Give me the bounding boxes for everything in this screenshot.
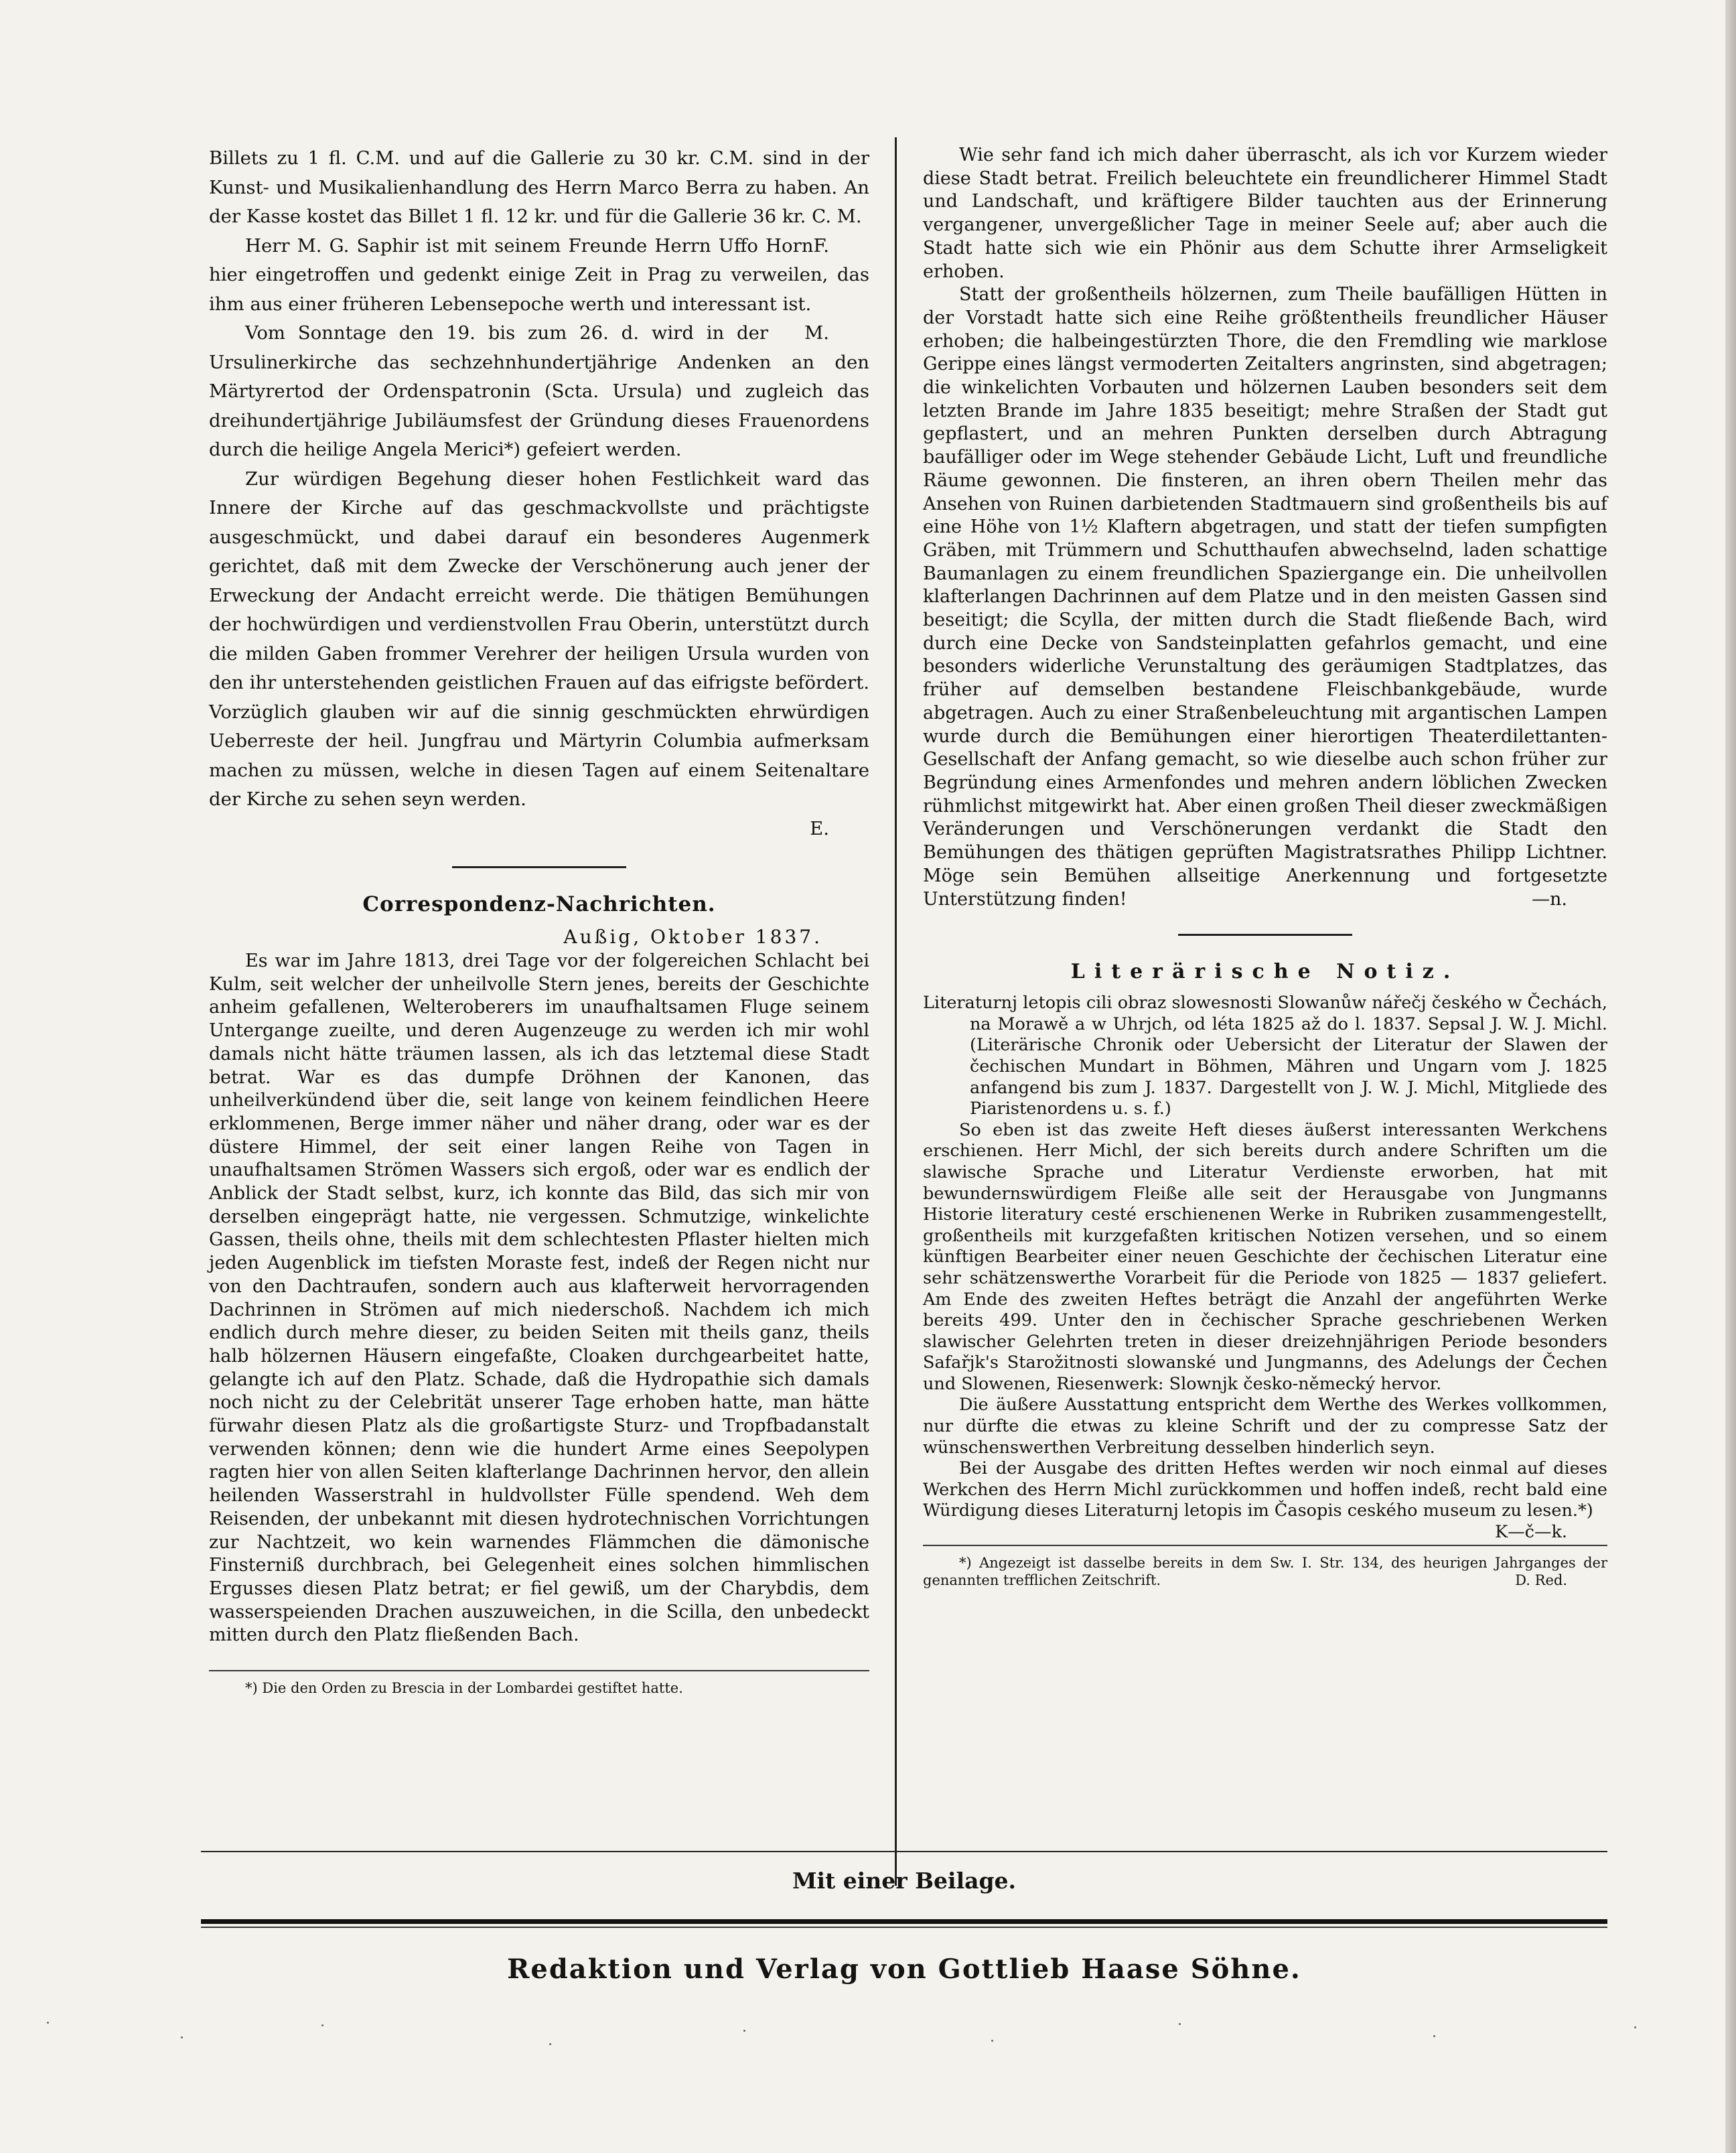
- left-column: [209, 144, 869, 1697]
- footer-rule: [201, 1851, 1607, 1852]
- edition-paragraph: Die äußere Ausstattung entspricht dem Werthe des Werkes vollkommen, nur dürfte die etwas zu kleine Schrift und der zu compresse Satz der wünschenswerthen Verbreitung desselben hinderlich seyn.: [923, 1395, 1607, 1458]
- saphir-paragraph: Herr M. G. Saphir ist mit seinem Freunde Herrn Uffo Horn hier eingetroffen und gedenkt einige Zeit in Prag zu verweilen, das ihm aus einer früheren Lebensepoche werth und interessant ist. M.: [209, 232, 869, 320]
- next-issue-paragraph: Bei der Ausgabe des dritten Heftes werden wir noch einmal auf dieses Werkchen des Herrn Michl zurückkommen und hoffen indeß, recht bald eine Würdigung dieses Literaturnj letopis im Časopis ceského museum zu lesen.*) K—č—k.: [923, 1458, 1607, 1543]
- literary-notice-title: Literärische Notiz.: [1070, 960, 1460, 984]
- right-column: [923, 144, 1607, 1589]
- book-citation: Literaturnj letopis cili obraz slowesnosti Slowanůw nářečj českého w Čechách, na Morawě a w Uhrjch, od léta 1825 až do l. 1837. Sepsal J. W. J. Michl. (Literärische Chronik oder Uebersicht der Literatur der Slawen der čechischen Mundart in Böhmen, Mähren und Ungarn vom J. 1825 anfangend bis zum J. 1837. Dargestellt von J. W. J. Michl, Mitgliede des Piaristenordens u. s. f.): [923, 993, 1607, 1119]
- review-paragraph: So eben ist das zweite Heft dieses äußerst interessanten Werkchens erschienen. Herr Michl, der sich bereits durch andere Schriften um die slawische Sprache und Literatur Verdienste erworben, hat mit bewundernswürdigem Fleiße alle seit der Herausgabe von Jungmanns Historie literatury cesté erschienenen Werke in Rubriken zusammengestellt, großentheils mit kurzgefaßten kritischen Notizen versehen, und so einem künftigen Bearbeiter einer neuen Geschichte der čechischen Literatur eine sehr schätzenswerthe Vorarbeit für die Periode von 1825 — 1837 geliefert. Am Ende des zweiten Heftes beträgt die Anzahl der angeführten Werke bereits 499. Unter den in čechischer Sprache geschriebenen Werken slawischer Gelehrten treten in dieser dreizehnjährigen Periode besonders Safařjk's Starožitnosti slowanské und Jungmanns, des Adelungs der Čechen und Slowenen, Riesenwerk: Slownjk česko-německý hervor.: [923, 1119, 1607, 1394]
- signature-k: K—č—k.: [1495, 1522, 1567, 1543]
- footer-thick-rule: [201, 1919, 1607, 1924]
- signature-red: D. Red.: [1515, 1572, 1567, 1589]
- signature-e: E.: [810, 817, 829, 839]
- billets-paragraph: Billets zu 1 fl. C.M. und auf die Gallerie zu 30 kr. C.M. sind in der Kunst- und Musikalienhandlung des Herrn Marco Berra zu haben. An der Kasse kostet das Billet 1 fl. 12 kr. und für die Gallerie 36 kr. C. M. F.: [209, 144, 869, 232]
- supplement-note: Mit einer Beilage.: [792, 1868, 1017, 1894]
- publisher-imprint: Redaktion und Verlag von Gottlieb Haase Söhne.: [507, 1953, 1301, 1985]
- page-edge: [1725, 0, 1736, 2153]
- signature-f: F.: [813, 234, 829, 257]
- dateline: Außig, Oktober 1837.: [563, 926, 822, 948]
- column-divider: [895, 137, 897, 1886]
- correspondence-title: Correspondenz-Nachrichten.: [362, 892, 716, 916]
- footnote-left: *) Die den Orden zu Brescia in der Lombardei gestiftet hatte.: [245, 1680, 683, 1697]
- signature-m: M.: [804, 322, 829, 344]
- ursuline-paragraph: Vom Sonntage den 19. bis zum 26. d. wird in der Ursulinerkirche das sechzehnhundertjährige Andenken an den Märtyrertod der Ordenspatronin (Scta. Ursula) und zugleich das dreihundertjährige Jubiläumsfest der Gründung dieses Frauenordens durch die heilige Angela Merici*) gefeiert werden.: [209, 322, 869, 460]
- footnote-right: *) Angezeigt ist dasselbe bereits in dem Sw. I. Str. 134, des heurigen Jahrganges der genannten trefflichen Zeitschrift. D. Red.: [923, 1555, 1607, 1589]
- footer-thin-rule: [201, 1927, 1607, 1928]
- paper-specks: [40, 2016, 1694, 2057]
- section-divider: [452, 866, 626, 868]
- correspondence-paragraph: Es war im Jahre 1813, drei Tage vor der folgereichen Schlacht bei Kulm, seit welcher der unheilvolle Stern jenes, bereits der Geschichte anheim gefallenen, Welteroberers im unaufhaltsamen Fluge seinem Untergange zueilte, und deren Augenzeuge zu werden ich mir wohl damals nicht hätte träumen lassen, als ich das letztemal diese Stadt betrat. War es das dumpfe Dröhnen der Kanonen, das unheilverkündend über die, seit lange von keinem feindlichen Heere erklommenen, Berge immer näher und näher drang, oder war es der düstere Himmel, der seit einer langen Reihe von Tagen in unaufhaltsamen Strömen Wassers sich ergoß, oder war es endlich der Anblick der Stadt selbst, kurz, ich konnte das Bild, das sich mir von derselben eingeprägt hatte, nie vergessen. Schmutzige, winkelichte Gassen, theils ohne, theils mit dem schlechtesten Pflaster hielten mich jeden Augenblick im tiefsten Moraste fest, indeß der Regen nicht nur von den Dachtraufen, sondern auch aus klafterweit hervorragenden Dachrinnen in Strömen auf mich niederschoß. Nachdem ich mich endlich durch mehre dieser, zu beiden Seiten mit theils ganz, theils halb hölzernen Häusern eingefaßte, Cloaken durchgearbeitet hatte, gelangte ich auf den Platz. Schade, daß die Hydropathie sich damals noch nicht zu der Celebrität unserer Tage erhoben hatte, man hätte fürwahr diesen Platz als die großartigste Sturz- und Tropfbadanstalt verwenden können; denn wie die hundert Arme eines Seepolypen ragten hier von allen Seiten klafterlange Dachrinnen hervor, den allein heilenden Wasserstrahl in huldvollster Fülle spendend. Weh dem Reisenden, der unbekannt mit diesen hydrotechnischen Vorrichtungen zur Nachtzeit, wo kein warnendes Flämmchen die dämonische Finsterniß durchbrach, bei Gelegenheit eines solchen himmlischen Ergusses diesen Platz betrat; er fiel gewiß, um der Charybdis, dem wasserspeienden Drachen auszuweichen, in die Scilla, den unbedeckt mitten durch den Platz fließenden Bach.: [209, 951, 869, 1646]
- festivity-paragraph: Zur würdigen Begehung dieser hohen Festlichkeit ward das Innere der Kirche auf das geschmackvollste und prächtigste ausgeschmückt, und dabei darauf ein besonderes Augenmerk gerichtet, daß mit dem Zwecke der Verschönerung auch jener der Erweckung der Andacht erreicht werde. Die thätigen Bemühungen der hochwürdigen und verdienstvollen Frau Oberin, unterstützt durch die milden Gaben frommer Verehrer der heiligen Ursula wurden von den ihr unterstehenden geistlichen Frauen auf das eifrigste befördert. Vorzüglich glauben wir auf die sinnig geschmückten ehrwürdigen Ueberreste der heil. Jungfrau und Märtyrin Columbia aufmerksam machen zu müssen, welche in diesen Tagen auf einem Seitenaltare der Kirche zu sehen seyn werden.: [209, 468, 869, 810]
- section-divider-right: [1178, 934, 1352, 936]
- footnote-rule: [209, 1670, 869, 1671]
- improvements-paragraph: Statt der großentheils hölzernen, zum Theile baufälligen Hütten in der Vorstadt hatte sich eine Reihe größtentheils freundlicher Häuser erhoben; die halbeingestürzten Thore, die den Fremdling wie marklose Gerippe eines längst vermoderten Zeitalters angrinsten, sind abgetragen; die winkelichten Vorbauten und hölzernen Lauben besonders seit dem letzten Brande im Jahre 1835 beseitigt; mehre Straßen der Stadt gut gepflastert, und an mehren Punkten derselben durch Abtragung baufälliger oder im Wege stehender Gebäude Licht, Luft und freundliche Räume gewonnen. Die finsteren, an ihren obern Theilen mehr das Ansehen von Ruinen darbietenden Stadtmauern sind großentheils bis auf eine Höhe von 1½ Klaftern abgetragen, und statt der tiefen sumpfigten Gräben, mit Trümmern und Schutthaufen abwechselnd, laden schattige Baumanlagen zu einem freundlichen Spaziergange ein. Die unheilvollen klafterlangen Dachrinnen auf dem Platze und in den meisten Gassen sind beseitigt; die Scylla, der mitten durch die Stadt fließende Bach, wird durch eine Decke von Sandsteinplatten gefahrlos gemacht, und eine besonders widerliche Verunstaltung des geräumigen Stadtplatzes, das früher auf demselben bestandene Fleischbankgebäude, wurde abgetragen. Auch zu einer Straßenbeleuchtung mit argantischen Lampen wurde durch die Bemühungen einer hierortigen Theaterdilettanten-Gesellschaft der Anfang gemacht, so wie dieselbe auch schon früher zur Begründung eines Armenfondes und mehren andern löblichen Zwecken rühmlichst mitgewirkt hat. Aber einen großen Theil dieser zweckmäßigen Veränderungen und Verschönerungen verdankt die Stadt den Bemühungen des thätigen geprüften Magistratsrathes Philipp Lichtner. Möge sein Bemühen allseitige Anerkennung und fortgesetzte Unterstützung finden! —n.: [923, 283, 1607, 911]
- signature-n: —n.: [1532, 888, 1567, 910]
- surprise-paragraph: Wie sehr fand ich mich daher überrascht, als ich vor Kurzem wieder diese Stadt betrat. Freilich beleuchtete ein freundlicherer Himmel Stadt und Landschaft, und kräftigere Bilder tauchten aus der Erinnerung vergangener, unvergeßlicher Tage in meiner Seele auf; aber auch die Stadt hatte sich wie ein Phönir aus dem Schutte ihrer Armseligkeit erhoben.: [923, 145, 1607, 282]
- footnote-rule-right: [923, 1545, 1607, 1546]
